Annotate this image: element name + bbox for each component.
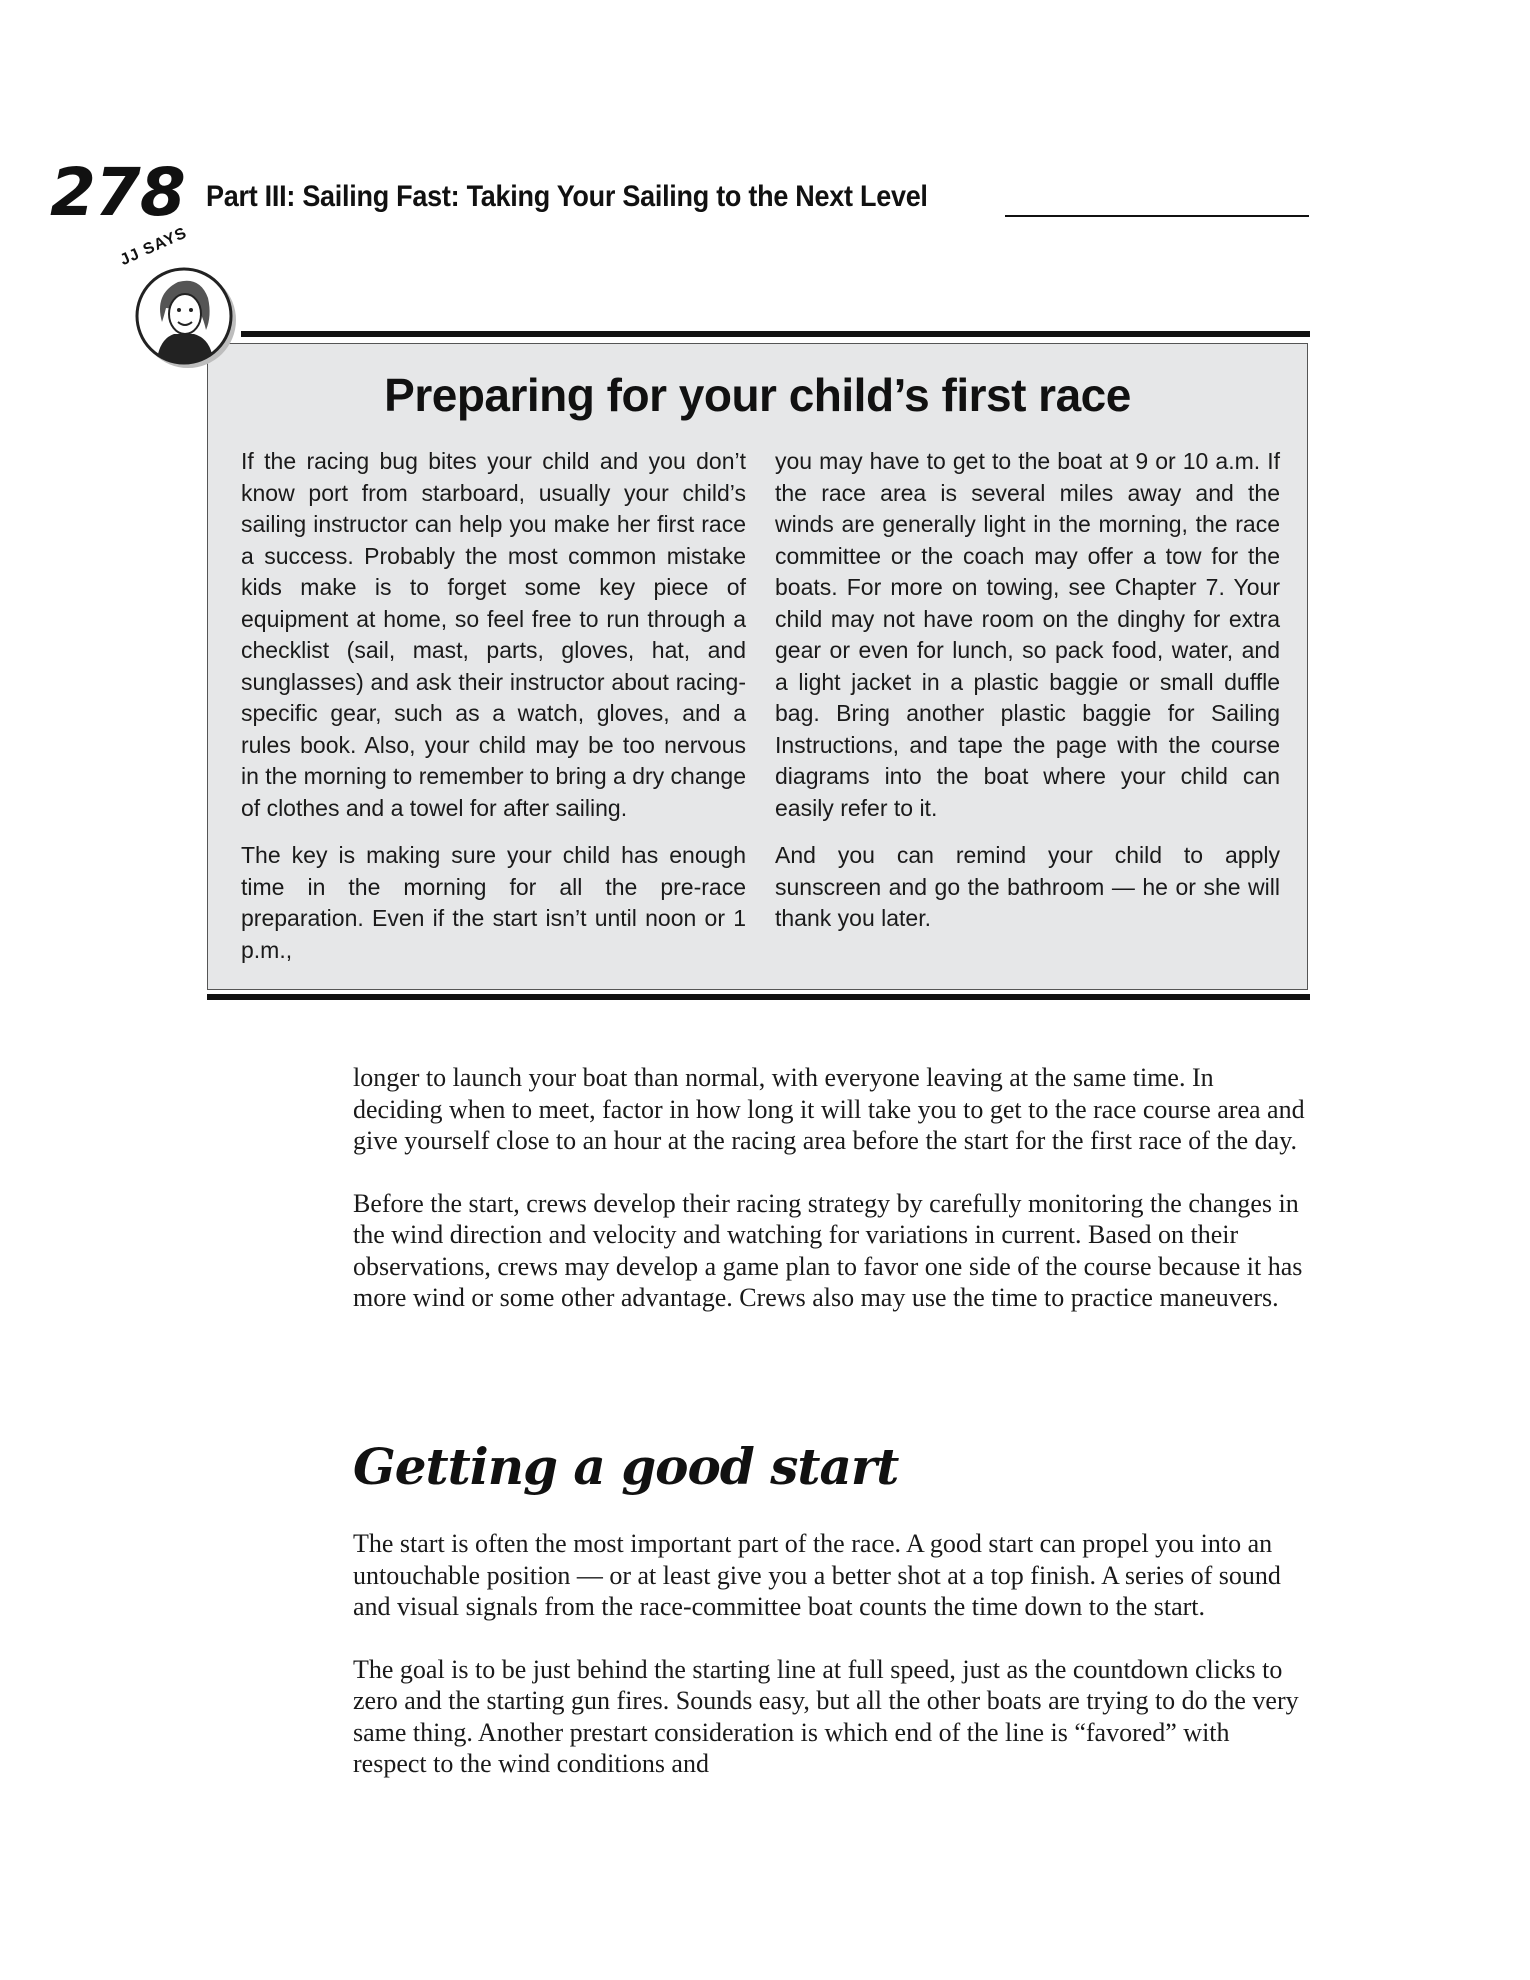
section-heading: Getting a good start — [353, 1437, 899, 1496]
section-body — [353, 1528, 1305, 1811]
body-paragraph: The start is often the most important part of the race. A good start can propel you into an untouchable position — or at least give you a better shot at a top finish. A series of sound and visual signals from the race-committee boat counts the time down to the start. — [353, 1529, 1281, 1621]
sidebar-paragraph: And you can remind your child to apply sunscreen and go the bathroom — he or she will thank you later. — [775, 842, 1280, 931]
body-text-before-section — [353, 1062, 1305, 1345]
sidebar-paragraph: The key is making sure your child has enough time in the morning for all the pre-race preparation. Even if the start isn’t until noon or 1 p.m., — [241, 842, 746, 963]
sidebar-top-rule — [241, 331, 1310, 337]
sidebar-paragraph: If the racing bug bites your child and you don’t know port from starboard, usually your child’s sailing instructor can help you make her first race a success. Probably the most common mistake kids make is to forget some key piece of equipment at home, so feel free to run through a checklist (sail, mast, parts, gloves, hat, and sunglasses) and ask their instructor about racing-specific gear, such as a watch, gloves, and a rules book. Also, your child may be too nervous in the morning to remember to bring a dry change of clothes and a towel for after sailing. — [241, 448, 746, 821]
sidebar-paragraph: you may have to get to the boat at 9 or 10 a.m. If the race area is several miles away and the winds are generally light in the morning, the race committee or the coach may offer a tow for the boats. For more on towing, see Chapter 7. Your child may not have room on the dinghy for extra gear or even for lunch, so pack food, water, and a light jacket in a plastic baggie or small duffle bag. Bring another plastic baggie for Sailing Instructions, and tape the page with the course diagrams into the boat where your child can easily refer to it. — [775, 448, 1280, 821]
sidebar-bottom-rule — [207, 994, 1310, 1000]
sidebar-right-column — [775, 446, 1280, 951]
body-paragraph: Before the start, crews develop their racing strategy by carefully monitoring the changes in the wind direction and velocity and watching for variations in current. Based on their observations, crews may develop a game plan to favor one side of the course because it has more wind or some other advantage. Crews also may use the time to practice maneuvers. — [353, 1188, 1303, 1312]
body-paragraph: The goal is to be just behind the starting line at full speed, just as the countdown clicks to zero and the starting gun fires. Sounds easy, but all the other boats are trying to do the very same thing. Another prestart consideration is which end of the line is “favored” with respect to the wind conditions and — [353, 1654, 1299, 1778]
sidebar-title: Preparing for your child’s first race — [384, 369, 1131, 421]
jj-says-label: JJ SAYS — [117, 224, 190, 270]
body-paragraph: longer to launch your boat than normal, with everyone leaving at the same time. In deciding when to meet, factor in how long it will take you to get to the race course area and give yourself close to an hour at the racing area before the start for the first race of the day. — [353, 1063, 1305, 1155]
jj-says-portrait-icon — [132, 264, 238, 370]
running-head-rule — [1005, 215, 1309, 217]
page-number: 278 — [50, 154, 185, 231]
sidebar-left-column — [241, 446, 746, 982]
running-head: Part III: Sailing Fast: Taking Your Sailing to the Next Level — [206, 180, 928, 213]
